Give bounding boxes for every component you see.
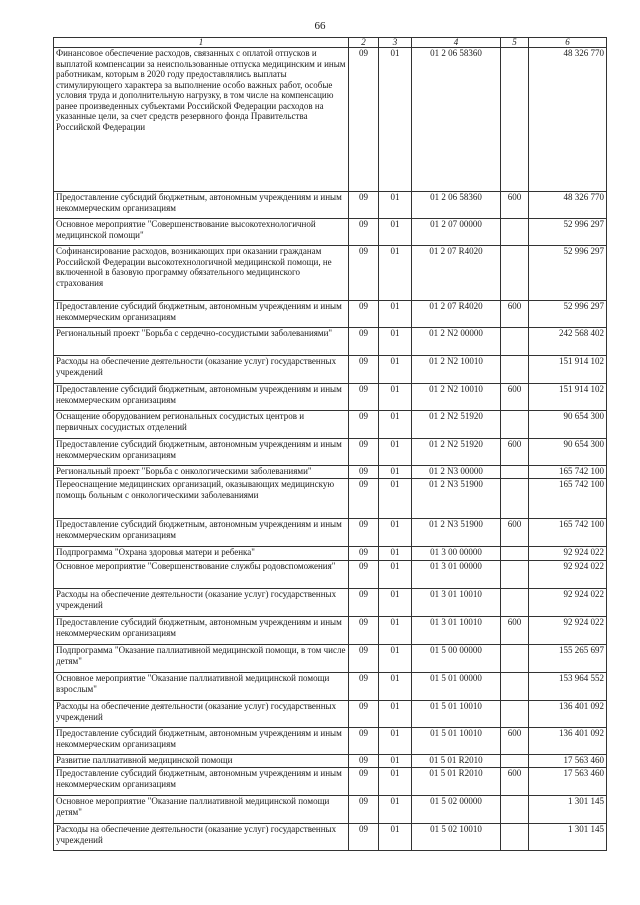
- target-article-code: 01 2 07 R4020: [412, 301, 501, 328]
- table-row: [54, 645, 607, 673]
- budget-group-code: 09: [349, 328, 379, 356]
- expense-type-code: [501, 561, 529, 589]
- table-row: [54, 547, 607, 561]
- target-article-code: 01 2 06 58360: [412, 48, 501, 192]
- expense-name: Подпрограмма "Оказание паллиативной медицинской помощи, в том числе детям": [54, 645, 349, 673]
- amount: 1 301 145: [529, 796, 607, 824]
- target-article-code: 01 3 01 00000: [412, 561, 501, 589]
- table-row: [54, 219, 607, 246]
- amount: 155 265 697: [529, 645, 607, 673]
- expense-name: Предоставление субсидий бюджетным, автономным учреждениям и иным некоммерческим организациям: [54, 192, 349, 219]
- expense-name: Предоставление субсидий бюджетным, автономным учреждениям и иным некоммерческим организациям: [54, 728, 349, 755]
- section-code: 01: [379, 561, 412, 589]
- header-col-2: 2: [349, 38, 379, 48]
- table-row: [54, 768, 607, 796]
- table-row: [54, 755, 607, 768]
- expense-type-code: [501, 673, 529, 701]
- target-article-code: 01 5 02 10010: [412, 824, 501, 851]
- section-code: 01: [379, 547, 412, 561]
- budget-group-code: 09: [349, 547, 379, 561]
- section-code: 01: [379, 356, 412, 384]
- section-code: 01: [379, 796, 412, 824]
- amount: 242 568 402: [529, 328, 607, 356]
- expense-name: Основное мероприятие "Совершенствование службы родовспоможения": [54, 561, 349, 589]
- budget-group-code: 09: [349, 466, 379, 479]
- table-row: [54, 519, 607, 547]
- expense-name: Развитие паллиативной медицинской помощи: [54, 755, 349, 768]
- expense-type-code: [501, 219, 529, 246]
- header-col-1: 1: [54, 38, 349, 48]
- expense-type-code: [501, 824, 529, 851]
- amount: 151 914 102: [529, 384, 607, 411]
- expense-type-code: 600: [501, 192, 529, 219]
- section-code: 01: [379, 411, 412, 439]
- expense-name: Расходы на обеспечение деятельности (оказание услуг) государственных учреждений: [54, 589, 349, 617]
- expense-type-code: [501, 411, 529, 439]
- table-row: [54, 384, 607, 411]
- amount: 92 924 022: [529, 547, 607, 561]
- header-col-5: 5: [501, 38, 529, 48]
- section-code: 01: [379, 824, 412, 851]
- expense-name: Предоставление субсидий бюджетным, автономным учреждениям и иным некоммерческим организациям: [54, 439, 349, 466]
- amount: 153 964 552: [529, 673, 607, 701]
- section-code: 01: [379, 728, 412, 755]
- section-code: 01: [379, 384, 412, 411]
- expense-type-code: [501, 589, 529, 617]
- table-row: [54, 617, 607, 645]
- target-article-code: 01 5 01 R2010: [412, 768, 501, 796]
- budget-group-code: 09: [349, 824, 379, 851]
- table-row: [54, 466, 607, 479]
- target-article-code: 01 2 N3 51900: [412, 479, 501, 519]
- budget-group-code: 09: [349, 561, 379, 589]
- expense-name: Финансовое обеспечение расходов, связанных с оплатой отпусков и выплатой компенсации за неиспользованные отпуска медицинским и иным работникам, которым в 2020 году предоставлялись выплаты стимулирующего характера за выполнение особо важных работ, особые условия труда и дополнительную нагрузку, в том числе на компенсацию ранее произведенных субъектами Российской Федерации расходов на указанные цели, за счет средств резервного фонда Правительства Российской Федерации: [54, 48, 349, 192]
- target-article-code: 01 5 01 10010: [412, 728, 501, 755]
- section-code: 01: [379, 645, 412, 673]
- expense-type-code: 600: [501, 384, 529, 411]
- budget-group-code: 09: [349, 519, 379, 547]
- section-code: 01: [379, 192, 412, 219]
- table-row: [54, 673, 607, 701]
- budget-group-code: 09: [349, 439, 379, 466]
- table-row: [54, 328, 607, 356]
- table-row: [54, 701, 607, 728]
- expense-type-code: [501, 328, 529, 356]
- expense-type-code: 600: [501, 728, 529, 755]
- budget-group-code: 09: [349, 384, 379, 411]
- expense-name: Предоставление субсидий бюджетным, автономным учреждениям и иным некоммерческим организациям: [54, 617, 349, 645]
- expense-type-code: [501, 479, 529, 519]
- amount: 92 924 022: [529, 589, 607, 617]
- expense-type-code: [501, 796, 529, 824]
- table-row: [54, 796, 607, 824]
- amount: 165 742 100: [529, 466, 607, 479]
- section-code: 01: [379, 48, 412, 192]
- budget-group-code: 09: [349, 645, 379, 673]
- expense-name: Расходы на обеспечение деятельности (оказание услуг) государственных учреждений: [54, 824, 349, 851]
- amount: 48 326 770: [529, 48, 607, 192]
- section-code: 01: [379, 617, 412, 645]
- amount: 151 914 102: [529, 356, 607, 384]
- amount: 92 924 022: [529, 561, 607, 589]
- section-code: 01: [379, 755, 412, 768]
- amount: 52 996 297: [529, 219, 607, 246]
- amount: 136 401 092: [529, 728, 607, 755]
- section-code: 01: [379, 519, 412, 547]
- budget-group-code: 09: [349, 673, 379, 701]
- page-number: 66: [314, 20, 326, 32]
- budget-group-code: 09: [349, 411, 379, 439]
- target-article-code: 01 3 01 10010: [412, 617, 501, 645]
- amount: 165 742 100: [529, 519, 607, 547]
- expense-name: Предоставление субсидий бюджетным, автономным учреждениям и иным некоммерческим организациям: [54, 519, 349, 547]
- expense-type-code: [501, 466, 529, 479]
- expense-type-code: 600: [501, 617, 529, 645]
- expense-type-code: [501, 246, 529, 301]
- amount: 17 563 460: [529, 768, 607, 796]
- expense-name: Софинансирование расходов, возникающих при оказании гражданам Российской Федерации высокотехнологичной медицинской помощи, не включенной в базовую программу обязательного медицинского страхования: [54, 246, 349, 301]
- budget-group-code: 09: [349, 246, 379, 301]
- section-code: 01: [379, 246, 412, 301]
- amount: 17 563 460: [529, 755, 607, 768]
- budget-group-code: 09: [349, 701, 379, 728]
- expense-name: Предоставление субсидий бюджетным, автономным учреждениям и иным некоммерческим организациям: [54, 384, 349, 411]
- amount: 1 301 145: [529, 824, 607, 851]
- amount: 90 654 300: [529, 439, 607, 466]
- expense-name: Предоставление субсидий бюджетным, автономным учреждениям и иным некоммерческим организациям: [54, 768, 349, 796]
- section-code: 01: [379, 301, 412, 328]
- budget-group-code: 09: [349, 192, 379, 219]
- amount: 165 742 100: [529, 479, 607, 519]
- target-article-code: 01 3 00 00000: [412, 547, 501, 561]
- budget-group-code: 09: [349, 219, 379, 246]
- header-col-3: 3: [379, 38, 412, 48]
- expense-type-code: [501, 701, 529, 728]
- budget-table: [53, 37, 607, 851]
- table-row: [54, 589, 607, 617]
- budget-group-code: 09: [349, 617, 379, 645]
- section-code: 01: [379, 219, 412, 246]
- budget-group-code: 09: [349, 796, 379, 824]
- budget-group-code: 09: [349, 356, 379, 384]
- expense-name: Основное мероприятие "Совершенствование высокотехнологичной медицинской помощи": [54, 219, 349, 246]
- budget-group-code: 09: [349, 48, 379, 192]
- budget-group-code: 09: [349, 728, 379, 755]
- header-col-4: 4: [412, 38, 501, 48]
- table-row: [54, 439, 607, 466]
- section-code: 01: [379, 479, 412, 519]
- header-col-6: 6: [529, 38, 607, 48]
- target-article-code: 01 3 01 10010: [412, 589, 501, 617]
- target-article-code: 01 2 06 58360: [412, 192, 501, 219]
- table-row: [54, 48, 607, 192]
- section-code: 01: [379, 701, 412, 728]
- expense-name: Основное мероприятие "Оказание паллиативной медицинской помощи взрослым": [54, 673, 349, 701]
- budget-group-code: 09: [349, 589, 379, 617]
- expense-name: Региональный проект "Борьба с сердечно-сосудистыми заболеваниями": [54, 328, 349, 356]
- expense-type-code: 600: [501, 301, 529, 328]
- amount: 136 401 092: [529, 701, 607, 728]
- budget-group-code: 09: [349, 301, 379, 328]
- amount: 52 996 297: [529, 246, 607, 301]
- table-header: [54, 38, 607, 48]
- expense-type-code: 600: [501, 768, 529, 796]
- table-row: [54, 728, 607, 755]
- expense-name: Расходы на обеспечение деятельности (оказание услуг) государственных учреждений: [54, 701, 349, 728]
- expense-type-code: 600: [501, 519, 529, 547]
- expense-name: Предоставление субсидий бюджетным, автономным учреждениям и иным некоммерческим организациям: [54, 301, 349, 328]
- table-row: [54, 561, 607, 589]
- target-article-code: 01 2 N2 51920: [412, 439, 501, 466]
- amount: 52 996 297: [529, 301, 607, 328]
- budget-group-code: 09: [349, 479, 379, 519]
- budget-group-code: 09: [349, 755, 379, 768]
- expense-name: Подпрограмма "Охрана здоровья матери и ребенка": [54, 547, 349, 561]
- table-row: [54, 356, 607, 384]
- table-row: [54, 411, 607, 439]
- target-article-code: 01 2 N2 00000: [412, 328, 501, 356]
- target-article-code: 01 5 00 00000: [412, 645, 501, 673]
- target-article-code: 01 2 N3 51900: [412, 519, 501, 547]
- expense-type-code: [501, 755, 529, 768]
- table-row: [54, 192, 607, 219]
- expense-name: Расходы на обеспечение деятельности (оказание услуг) государственных учреждений: [54, 356, 349, 384]
- expense-type-code: [501, 48, 529, 192]
- section-code: 01: [379, 673, 412, 701]
- expense-name: Оснащение оборудованием региональных сосудистых центров и первичных сосудистых отделений: [54, 411, 349, 439]
- target-article-code: 01 5 01 10010: [412, 701, 501, 728]
- expense-name: Переоснащение медицинских организаций, оказывающих медицинскую помощь больным с онкологическими заболеваниями: [54, 479, 349, 519]
- table-row: [54, 479, 607, 519]
- expense-type-code: [501, 645, 529, 673]
- target-article-code: 01 5 01 00000: [412, 673, 501, 701]
- expense-type-code: [501, 547, 529, 561]
- table-body: [54, 48, 607, 851]
- target-article-code: 01 2 N2 10010: [412, 384, 501, 411]
- expense-type-code: 600: [501, 439, 529, 466]
- target-article-code: 01 2 07 00000: [412, 219, 501, 246]
- table-row: [54, 301, 607, 328]
- expense-name: Основное мероприятие "Оказание паллиативной медицинской помощи детям": [54, 796, 349, 824]
- section-code: 01: [379, 589, 412, 617]
- target-article-code: 01 2 07 R4020: [412, 246, 501, 301]
- amount: 92 924 022: [529, 617, 607, 645]
- target-article-code: 01 5 01 R2010: [412, 755, 501, 768]
- section-code: 01: [379, 768, 412, 796]
- table-row: [54, 824, 607, 851]
- target-article-code: 01 2 N2 10010: [412, 356, 501, 384]
- amount: 90 654 300: [529, 411, 607, 439]
- table-row: [54, 246, 607, 301]
- target-article-code: 01 2 N3 00000: [412, 466, 501, 479]
- section-code: 01: [379, 439, 412, 466]
- expense-name: Региональный проект "Борьба с онкологическими заболеваниями": [54, 466, 349, 479]
- section-code: 01: [379, 466, 412, 479]
- target-article-code: 01 2 N2 51920: [412, 411, 501, 439]
- expense-type-code: [501, 356, 529, 384]
- section-code: 01: [379, 328, 412, 356]
- target-article-code: 01 5 02 00000: [412, 796, 501, 824]
- budget-group-code: 09: [349, 768, 379, 796]
- amount: 48 326 770: [529, 192, 607, 219]
